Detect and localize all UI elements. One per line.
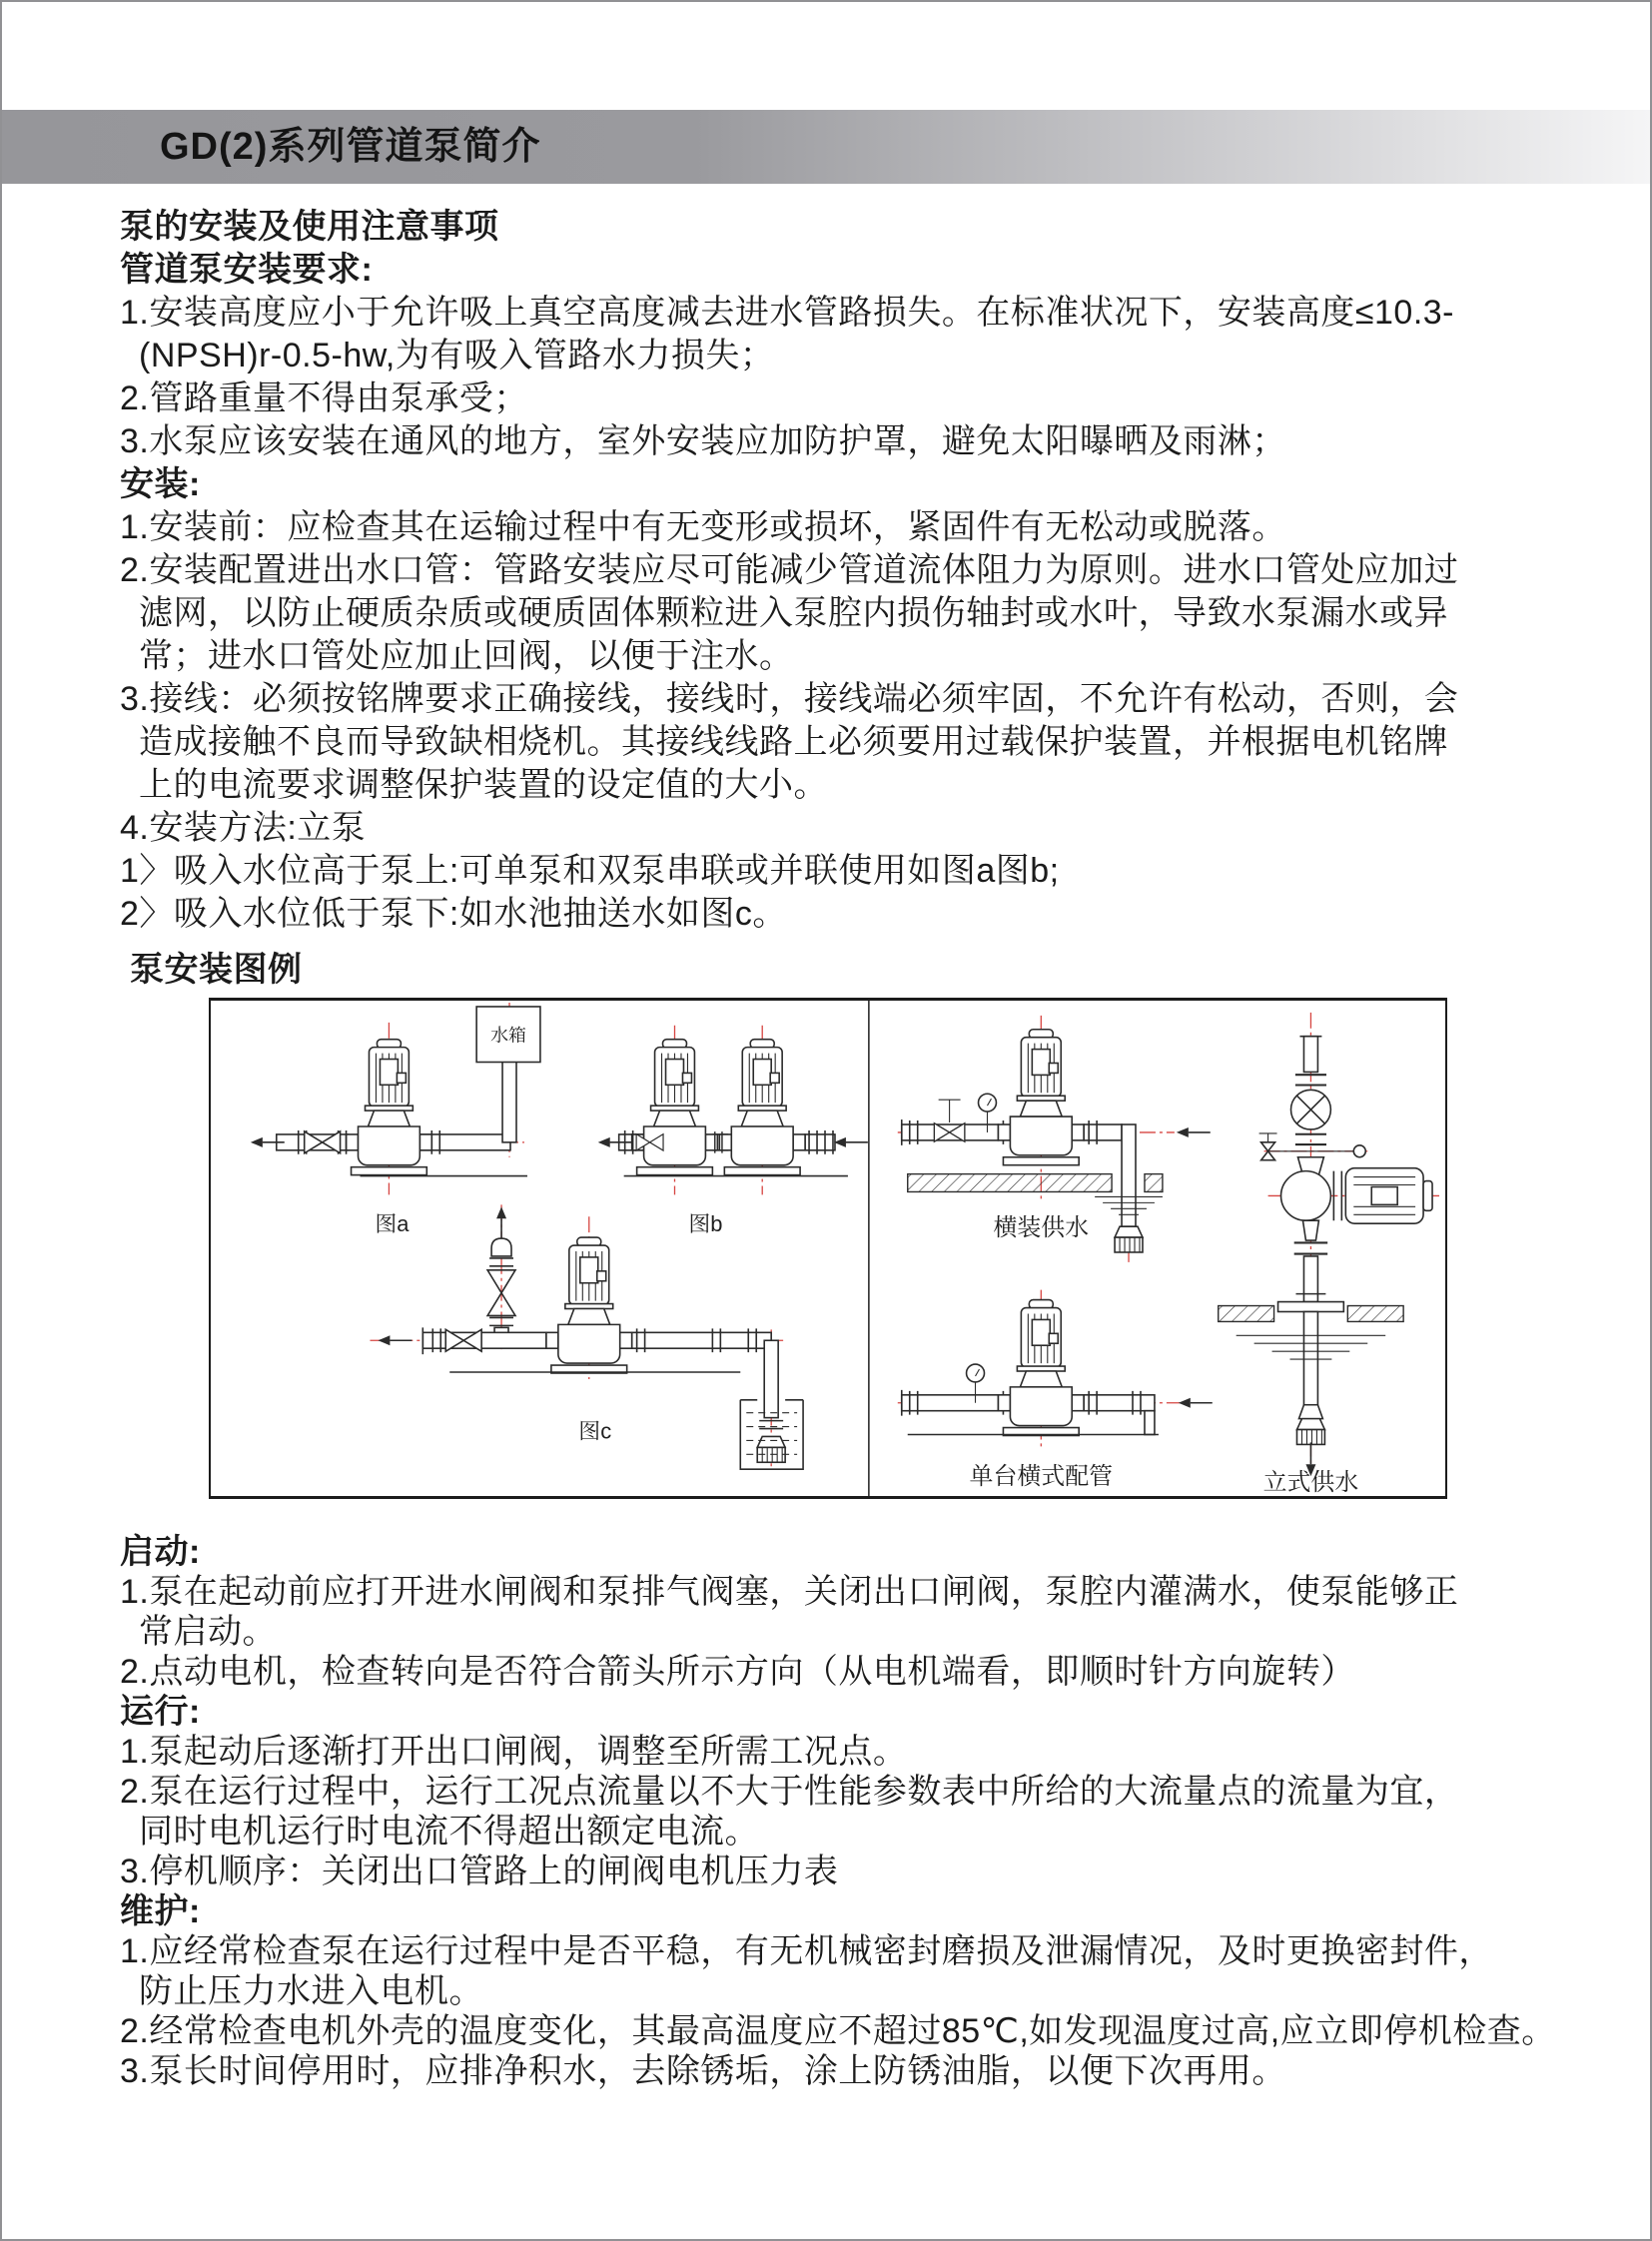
floor-hatch bbox=[908, 1174, 1112, 1192]
maintenance-heading: 维护: bbox=[120, 1892, 201, 1930]
pump-icon bbox=[998, 1300, 1084, 1436]
installation-line: 1.安装前：应检查其在运输过程中有无变形或损坏，紧固件有无松动或脱落。 bbox=[120, 508, 1286, 546]
pump-icon bbox=[719, 1040, 805, 1175]
figure-drawing bbox=[211, 1001, 1445, 1496]
maintenance-line: 防止压力水进入电机。 bbox=[139, 1972, 483, 2010]
figure-a bbox=[251, 1003, 540, 1236]
flow-arrow-icon bbox=[1177, 1127, 1211, 1137]
installation-line: 4.安装方法:立泵 bbox=[120, 809, 367, 847]
installation-line: 3.接线：必须按铭牌要求正确接线，接线时，接线端必须牢固，不允许有松动，否则，会 bbox=[120, 680, 1459, 718]
flow-arrow-icon bbox=[378, 1335, 412, 1345]
maintenance-line: 2.经常检查电机外壳的温度变化，其最高温度应不超过85℃,如发现温度过高,应立即停机检查。 bbox=[120, 2012, 1556, 2050]
pump-volute bbox=[1281, 1171, 1331, 1221]
installation-line: 滤网，以防止硬质杂质或硬质固体颗粒进入泵腔内损伤轴封或水叶，导致水泵漏水或异 bbox=[139, 594, 1448, 632]
instructions-bottom-block bbox=[120, 1532, 1556, 2091]
page-header-title: GD(2)系列管道泵简介 bbox=[160, 126, 541, 168]
pump-icon bbox=[632, 1040, 718, 1175]
requirements-line: 3.水泵应该安装在通风的地方，室外安装应加防护罩，避免太阳曝晒及雨淋； bbox=[120, 422, 1286, 460]
operation-heading: 运行: bbox=[120, 1693, 201, 1731]
installation-line: 常；进水口管处应加止回阀，以便于注水。 bbox=[139, 637, 794, 675]
installation-line: 1〉吸入水位高于泵上:可单泵和双泵串联或并联使用如图a图b; bbox=[120, 852, 1060, 890]
figure-vertical-supply bbox=[1219, 1013, 1439, 1496]
foot-valve-icon bbox=[1296, 1419, 1324, 1445]
operation-line: 同时电机运行时电流不得超出额定电流。 bbox=[139, 1813, 759, 1851]
figure-label-horizontal-supply: 横装供水 bbox=[993, 1214, 1090, 1242]
startup-line: 1.泵在起动前应打开进水闸阀和泵排气阀塞，关闭出口闸阀，泵腔内灌满水，使泵能够正 bbox=[120, 1573, 1459, 1611]
startup-heading: 启动: bbox=[120, 1533, 201, 1571]
figure-label-vertical-supply: 立式供水 bbox=[1262, 1469, 1359, 1496]
header-band bbox=[2, 110, 1650, 184]
instructions-top-block bbox=[120, 206, 1548, 992]
maintenance-line: 1.应经常检查泵在运行过程中是否平稳，有无机械密封磨损及泄漏情况，及时更换密封件， bbox=[120, 1932, 1493, 1970]
operation-line: 3.停机顺序：关闭出口管路上的闸阀电机压力表 bbox=[120, 1853, 839, 1890]
floor-hatch bbox=[1219, 1306, 1274, 1322]
installation-line: 2.安装配置进出水口管：管路安装应尽可能减少管道流体阻力为原则。进水口管处应加过 bbox=[120, 551, 1459, 589]
requirements-line: 2.管路重量不得由泵承受； bbox=[120, 379, 528, 417]
figure-single-horizontal-piping bbox=[898, 1290, 1213, 1490]
startup-line: 2.点动电机，检查转向是否符合箭头所示方向（从电机端看，即顺时针方向旋转） bbox=[120, 1653, 1355, 1691]
requirements-line: (NPSH)r-0.5-hw,为有吸入管路水力损失； bbox=[139, 337, 775, 374]
installation-line: 2〉吸入水位低于泵下:如水池抽送水如图c。 bbox=[120, 895, 787, 933]
pump-icon bbox=[998, 1030, 1084, 1165]
figure-caption: 泵安装图例 bbox=[130, 951, 303, 989]
figure-horizontal-supply bbox=[898, 1016, 1211, 1264]
flow-arrow-icon bbox=[1179, 1398, 1213, 1408]
installation-line: 造成接触不良而导致缺相烧机。其接线线路上必须要用过载保护装置，并根据电机铭牌 bbox=[139, 723, 1448, 761]
operation-line: 1.泵起动后逐渐打开出口闸阀，调整至所需工况点。 bbox=[120, 1733, 908, 1771]
figure-label-b: 图b bbox=[688, 1211, 723, 1237]
installation-line: 上的电流要求调整保护装置的设定值的大小。 bbox=[139, 766, 828, 804]
pump-installation-figure bbox=[209, 998, 1447, 1499]
maintenance-line: 3.泵长时间停用时，应排净积水，去除锈垢，涂上防锈油脂，以便下次再用。 bbox=[120, 2052, 1286, 2090]
pump-icon bbox=[546, 1237, 632, 1373]
flow-arrow-icon bbox=[496, 1206, 506, 1240]
figure-label-single-horizontal: 单台横式配管 bbox=[969, 1463, 1114, 1491]
figure-c bbox=[370, 1204, 803, 1469]
requirements-heading: 管道泵安装要求: bbox=[120, 251, 374, 289]
requirements-line: 1.安装高度应小于允许吸上真空高度减去进水管路损失。在标准状况下，安装高度≤10.3- bbox=[120, 294, 1455, 332]
figure-b bbox=[598, 1026, 868, 1236]
pump-icon bbox=[347, 1040, 432, 1175]
foot-valve-icon bbox=[1115, 1226, 1143, 1252]
figure-label-tank: 水箱 bbox=[490, 1025, 526, 1046]
gauge-icon bbox=[1353, 1145, 1365, 1157]
startup-line: 常启动。 bbox=[139, 1613, 277, 1651]
installation-heading: 安装: bbox=[120, 465, 201, 503]
flow-arrow-icon bbox=[834, 1137, 868, 1147]
operation-line: 2.泵在运行过程中，运行工况点流量以不大于性能参数表中所给的大流量点的流量为宜， bbox=[120, 1773, 1459, 1811]
figure-label-c: 图c bbox=[578, 1418, 612, 1444]
figure-label-a: 图a bbox=[375, 1211, 410, 1237]
doc-title: 泵的安装及使用注意事项 bbox=[120, 208, 499, 246]
